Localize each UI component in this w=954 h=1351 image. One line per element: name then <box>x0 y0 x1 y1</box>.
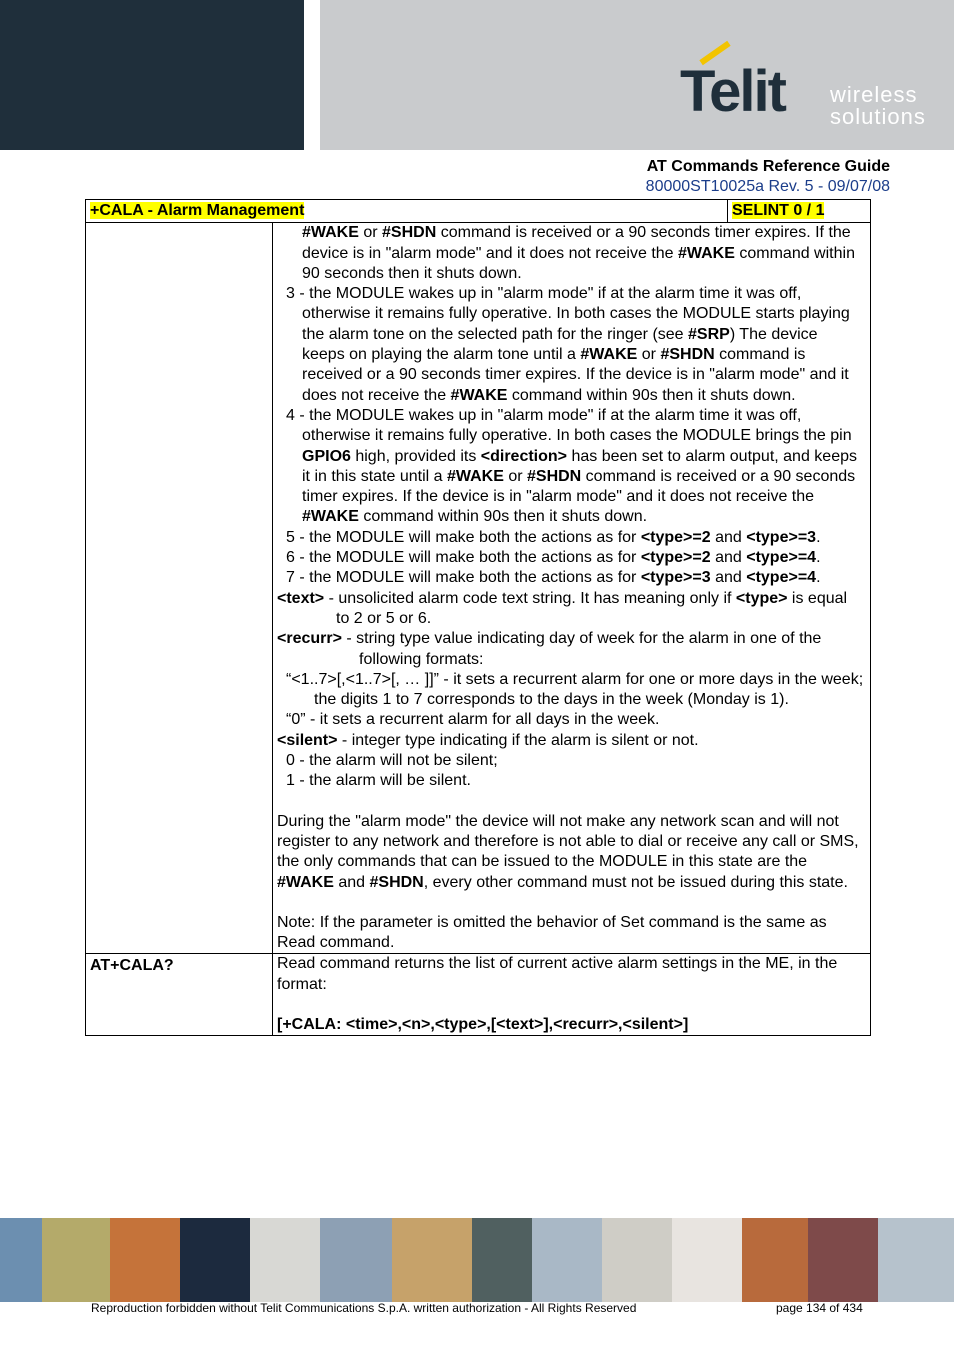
text: and <box>710 569 747 587</box>
text: command within 90s then it shuts down. <box>358 508 648 526</box>
text: During the "alarm mode" the device will not make any network scan and will not register to any network and therefore is not able to dial or receive any call or SMS, the only commands that can be issued to the MODULE in this state are the <box>277 812 859 871</box>
text: . <box>816 549 821 567</box>
read-format: [+CALA: <time>,<n>,<type>,[<text>],<recurr>,<silent>] <box>277 1015 689 1033</box>
cmd-ref: #SRP <box>688 325 730 343</box>
logo-wordmark: Telit <box>680 59 785 124</box>
command-table <box>85 199 871 1036</box>
spacer <box>277 792 864 812</box>
cmd-ref: #WAKE <box>277 873 334 891</box>
footer-photo <box>808 1218 878 1302</box>
footer-photo-strip <box>0 1218 954 1302</box>
note-paragraph: Note: If the parameter is omitted the behavior of Set command is the same as Read command. <box>277 913 827 952</box>
table-row <box>86 223 871 954</box>
text: 3 - the MODULE wakes up in "alarm mode" if at the alarm time it was off, otherwise it remains fully operative. In both cases the MODULE starts playing the alarm tone on the selected path for the ringer (see <box>286 285 850 343</box>
list-item <box>277 284 864 406</box>
paragraph <box>277 223 864 284</box>
footer-photo <box>0 1218 42 1302</box>
table-header-row <box>86 200 871 223</box>
list-item: 0 - the alarm will not be silent; <box>286 752 498 770</box>
text: is equal to 2 or 5 or 6. <box>336 589 848 627</box>
param-name: <text> <box>277 589 325 607</box>
param-ref: <type>=2 <box>640 528 711 546</box>
footer-photo <box>320 1218 392 1302</box>
param-ref: <direction> <box>480 447 568 465</box>
footer-photo <box>532 1218 602 1302</box>
text: or <box>358 224 383 242</box>
row1-left-cell <box>86 223 273 954</box>
list-item <box>277 548 864 568</box>
alarm-mode-paragraph <box>277 812 864 893</box>
text: command is received or a 90 seconds timer expires. If the device is in "alarm mode" and it does not receive the <box>302 346 849 404</box>
read-command-description <box>273 954 871 1036</box>
cmd-ref: #WAKE <box>302 508 359 526</box>
text: - string type value indicating day of week for the alarm in one of the following formats: <box>341 630 822 668</box>
footer-photo <box>110 1218 180 1302</box>
cmd-ref: #SHDN <box>660 346 715 364</box>
footer-page-number: page 134 of 434 <box>776 1301 863 1315</box>
table-row <box>86 954 871 1036</box>
text: - unsolicited alarm code text string. It has meaning only if <box>324 589 736 607</box>
text: . <box>816 528 821 546</box>
text: 7 - the MODULE will make both the actions as for <box>286 569 641 587</box>
document-reference: 80000ST10025a Rev. 5 - 09/07/08 <box>645 178 890 195</box>
text: has been set to alarm output, and keeps it in this state until a <box>302 447 857 485</box>
footer-photo <box>672 1218 742 1302</box>
list-item <box>277 568 864 588</box>
text: - integer type indicating if the alarm is silent or not. <box>337 731 699 749</box>
footer-photo <box>602 1218 672 1302</box>
cmd-ref: #WAKE <box>580 346 638 364</box>
text: . <box>816 569 821 587</box>
cmd-ref: #WAKE <box>678 244 735 262</box>
header-dark-panel <box>0 0 304 150</box>
text: command is received or a 90 seconds timer expires. <box>436 224 811 242</box>
list-item <box>277 528 864 548</box>
cmd-ref: #SHDN <box>382 224 437 242</box>
text: and <box>710 549 747 567</box>
footer-photo <box>180 1218 250 1302</box>
logo-tagline-line2: solutions <box>830 104 926 129</box>
cmd-ref: #WAKE <box>450 386 508 404</box>
footer-photo <box>392 1218 472 1302</box>
selint-badge: SELINT 0 / 1 <box>732 202 825 219</box>
text: command is received or a 90 seconds timer expires. If the device is in "alarm mode" and it does not receive the <box>302 467 856 506</box>
text: If the device is in "alarm mode" and it does not receive the <box>302 224 851 262</box>
read-command-cell: AT+CALA? <box>86 954 273 1036</box>
text: high, provided its <box>350 447 481 465</box>
list-item: “<1..7>[,<1..7>[, … ]]” - it sets a recurrent alarm for one or more days in the week; the digits 1 to 7 corresponds to the days in the week (Monday is 1). <box>286 670 864 709</box>
param-recurr <box>277 629 864 670</box>
text: and <box>710 528 747 546</box>
title-cell <box>86 200 728 223</box>
text: 4 - the MODULE wakes up in "alarm mode" if at the alarm time it was off, otherwise it remains fully operative. In both cases the MODULE brings the pin <box>286 406 852 445</box>
param-ref: <type>=4 <box>746 549 817 567</box>
param-name: <recurr> <box>277 630 342 648</box>
cmd-ref: #WAKE <box>446 467 504 485</box>
footer-photo <box>250 1218 320 1302</box>
param-ref: <type>=2 <box>640 549 711 567</box>
param-ref: <type>=3 <box>640 569 711 587</box>
text: ) The device keeps on playing the alarm tone until a <box>302 325 818 364</box>
text: , every other command must not be issued during this state. <box>423 873 848 891</box>
row1-description-cell <box>273 223 871 954</box>
text: command within 90 seconds then it shuts down. <box>302 244 855 282</box>
footer-photo <box>742 1218 808 1302</box>
footer-copyright: Reproduction forbidden without Telit Communications S.p.A. written authorization - All Rights Reserved <box>91 1301 637 1315</box>
footer-photo <box>472 1218 532 1302</box>
logo-tagline-line1: wireless <box>830 82 918 107</box>
text: command within 90s then it shuts down. <box>507 386 796 404</box>
param-ref: <type>=3 <box>746 528 817 546</box>
telit-logo <box>676 50 936 140</box>
param-name: <silent> <box>277 731 338 749</box>
footer-photo <box>878 1218 954 1302</box>
param-ref: <type> <box>735 589 788 607</box>
selint-cell <box>728 200 871 223</box>
logo-tagline <box>830 84 926 128</box>
read-desc: Read command returns the list of current active alarm settings in the ME, in the format: <box>277 955 838 993</box>
text: 6 - the MODULE will make both the actions as for <box>286 549 641 567</box>
text: 5 - the MODULE will make both the actions as for <box>286 528 641 546</box>
text: or <box>503 467 527 485</box>
list-item: “0” - it sets a recurrent alarm for all days in the week. <box>286 711 660 729</box>
list-item: 1 - the alarm will be silent. <box>286 772 471 790</box>
footer-photo <box>42 1218 110 1302</box>
cmd-ref: #WAKE <box>302 224 359 242</box>
spacer <box>277 893 864 913</box>
text: and <box>333 873 370 891</box>
cmd-ref: #SHDN <box>527 467 582 485</box>
list-item <box>277 406 864 528</box>
cmd-ref: #SHDN <box>369 873 424 891</box>
command-title: +CALA - Alarm Management <box>90 202 305 219</box>
text: or <box>637 346 661 364</box>
param-silent <box>277 731 864 751</box>
document-title: AT Commands Reference Guide <box>646 158 890 175</box>
param-ref: <type>=4 <box>746 569 817 587</box>
pin-ref: GPIO6 <box>302 447 351 465</box>
spacer <box>277 995 864 1015</box>
param-text <box>277 589 864 630</box>
